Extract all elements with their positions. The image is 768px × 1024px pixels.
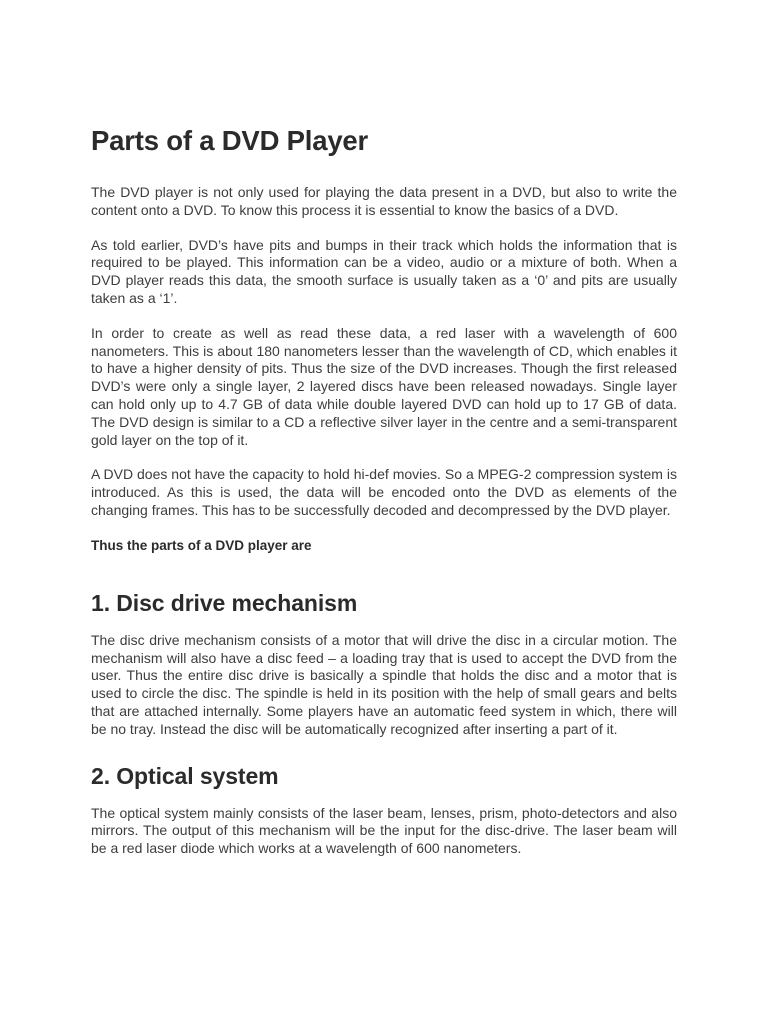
page-title: Parts of a DVD Player bbox=[91, 125, 369, 156]
section-heading: 2. Optical system bbox=[91, 762, 279, 789]
document-page bbox=[91, 122, 677, 875]
section-disc-drive-mechanism bbox=[91, 588, 677, 739]
section-body: The optical system mainly consists of the laser beam, lenses, prism, photo-detectors and also mirrors. The output of this mechanism will be the input for the disc-drive. The laser beam will be a red laser diode which works at a wavelength of 600 nanometers. bbox=[91, 804, 677, 857]
intro-paragraph-3: In order to create as well as read these data, a red laser with a wavelength of 600 nanometers. This is about 180 nanometers lesser than the wavelength of CD, which enables it to have a higher density of pits. Thus the size of the DVD increases. Though the first released DVD’s were only a single layer, 2 layered discs have been released nowadays. Single layer can hold only up to 4.7 GB of data while double layered DVD can hold up to 17 GB of data. The DVD design is similar to a CD a reflective silver layer in the centre and a semi-transparent gold layer on the top of it. bbox=[91, 324, 677, 448]
intro-paragraph-4: A DVD does not have the capacity to hold hi-def movies. So a MPEG-2 compression system is introduced. As this is used, the data will be encoded onto the DVD as elements of the changing frames. This has to be successfully decoded and decompressed by the DVD player. bbox=[91, 466, 677, 518]
section-optical-system bbox=[91, 761, 677, 858]
intro-paragraph-1: The DVD player is not only used for playing the data present in a DVD, but also to write the content onto a DVD. To know this process it is essential to know the basics of a DVD. bbox=[91, 184, 677, 218]
section-heading: 1. Disc drive mechanism bbox=[91, 589, 358, 616]
parts-lead-in: Thus the parts of a DVD player are bbox=[91, 537, 312, 553]
section-body: The disc drive mechanism consists of a motor that will drive the disc in a circular motion. The mechanism will also have a disc feed – a loading tray that is used to accept the DVD from the user. Thus the entire disc drive is basically a spindle that holds the disc and a motor that is used to circle the disc. The spindle is held in its position with the help of small gears and belts that are attached internally. Some players have an automatic feed system in which, there will be no tray. Instead the disc will be automatically recognized after inserting a part of it. bbox=[91, 631, 677, 737]
intro-paragraph-2: As told earlier, DVD’s have pits and bumps in their track which holds the information that is required to be played. This information can be a video, audio or a mixture of both. When a DVD player reads this data, the smooth surface is usually taken as a ‘0’ and pits are usually taken as a ‘1’. bbox=[91, 236, 677, 306]
